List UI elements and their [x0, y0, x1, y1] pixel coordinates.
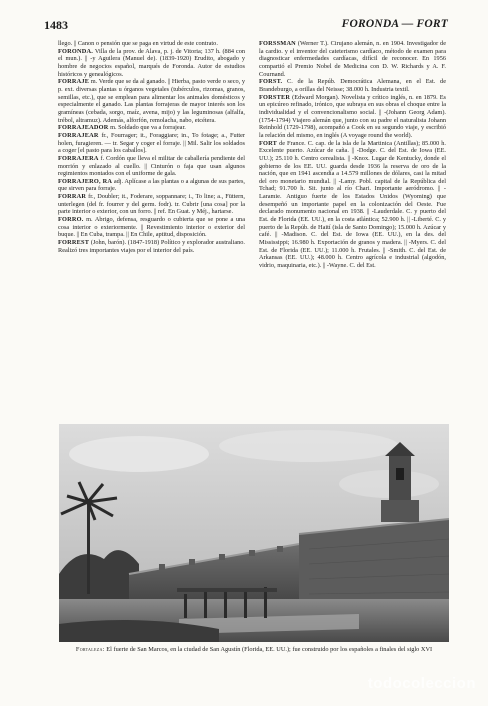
dictionary-entry: [58, 124, 245, 132]
dictionary-entry: [58, 193, 245, 216]
dictionary-entry: [259, 78, 446, 93]
dictionary-entry: [58, 132, 245, 155]
entry-text: f. Cordón que lleva el militar de caballería pendiente del morrión y enlazado al cuello. || Cinturón o faja que usan algunos regimientos montados con el uniforme de gala.: [58, 154, 245, 178]
entry-headword: FORRO.: [58, 216, 84, 224]
watermark-logo: todocoleccion: [367, 675, 476, 692]
dictionary-entry: [259, 40, 446, 78]
entry-headword: FORRAJEAR: [58, 131, 99, 139]
right-column: [259, 40, 446, 270]
entry-text: fr., Doubler; it., Foderare, soppannare; i., To line; a., Füttern, unterlegen (del fr. fourrer y del germ. fodr). tr. Cubrir [una cosa] por la parte interior o exterior, con un forro. || ref. En Guat. y Méj., hartarse.: [58, 193, 246, 216]
entry-text: (John, barón). (1847-1918) Político y explorador australiano. Realizó tres importantes viajes por el interior del país.: [58, 239, 245, 254]
entry-headword: FORONDA.: [58, 47, 94, 55]
entry-headword: FORSTER: [259, 93, 291, 101]
dictionary-entry: [58, 48, 245, 79]
left-column: [58, 40, 245, 254]
running-head: FORONDA — FORT: [341, 18, 448, 30]
dictionary-entry: [58, 239, 245, 254]
entry-headword: FORRAJE: [58, 78, 90, 86]
dictionary-entry: [58, 178, 245, 193]
dictionary-entry: [58, 216, 245, 239]
entry-text: Villa de la prov. de Alava, p. j. de Vitoria; 137 h. (884 con el mun.). || -y Aguilera (Manuel de). (1839-1920) Erudito, abogado y hombre de negocios español, marqués de Foronda. Autor de estudios históricos y genealógicos.: [58, 47, 245, 78]
entry-text: m. Verde que se da al ganado. || Hierba, pasto verde o seco, y p. ext. diversas plantas u órganos vegetales (tubérculos, rizomas, granos, semillas, etc.), que se emplean para alimentar los animales domésticos y especialmente el ganado. Las plantas forrajeras de mayor interés son los gramíneas (cebada, sorgo, maíz, avena, mijo) y las leguminosas (alfalfa, trébol, altramuz). Además, alforfón, remolacha, nabo, etcétera.: [58, 78, 245, 124]
entry-text: C. de la Repúb. Democrática Alemana, en el Est. de Brandeburgo, a orillas del Neisse; 38.000 h. Industria textil.: [259, 78, 446, 93]
dictionary-entry: [259, 94, 446, 140]
entry-text: m. Abrigo, defensa, resguardo o cubierta que se pone a una cosa interior o exteriormente. || Revestimiento interior o exterior del buque. || En Cuba, trampa. || En Chile, aptitud, disposición.: [58, 216, 245, 239]
entry-headword: FORT: [259, 139, 278, 147]
dictionary-entry: [58, 40, 245, 48]
entry-headword: FORREST: [58, 239, 90, 247]
entry-text: llego. || Canon o pensión que se paga en virtud de este contrato.: [58, 40, 218, 47]
caption-text: El fuerte de San Marcos, en la ciudad de San Agustín (Florida, EE. UU.); fue construido por los españoles a finales del siglo XVI: [106, 646, 433, 653]
caption-lead: Fortaleza:: [75, 646, 105, 653]
page-header: [44, 18, 448, 34]
entry-text: fr., Fourrager; it., Foraggiare; in., To fotage; a., Futter holen, furagieren. — tr. Segar y coger el forraje. || Mil. Salir los soldados a coger [el pasto para los caballos].: [58, 131, 245, 155]
entry-text: adj. Aplícase a las plantas o a algunas de sus partes, que sirven para forraje.: [58, 177, 245, 193]
entry-text: de France. C. cap. de la isla de la Martinica (Antillas); 85.000 h. Excelente puerto. Azúcar de caña. || -Dodge. C. del Est. de Iowa (EE. UU.); 25.110 h. Centro cerealista. || -Knox. Lugar de Kentucky, donde el gobierno de los EE. UU. guarda desde 1936 la reserva de oro de la nación, que en 1941 ascendía a 14.579 millones de dólares, casi la mitad del oro monetario mundial. || -Lamy. Pobl. capital de la República del Tchad; 91.700 h. Sit. junto al río Chari. Importante aeródromo. || -Laramie. Antiguo fuerte de los Estados Unidos (Wyoming) que desempeñó un importante papel en la colonización del Oeste. Fue declarado monumento nacional en 1938. || -Lauderdale. C. y puerto del Est. de Florida (EE. UU.), en la costa atlántica; 52.900 h. || -Liberté. C. y puerto de la Repúb. de Haití (isla de Santo Domingo); 15.000 h. Azúcar y café. || -Madison. C. del Est. de Iowa (EE. UU.), en la des. del Mississippi; 16.980 h. Exportación de granos y madera. || -Myers. C. del Est. de Florida (EE. UU.); 11.000 h. Frutales. || -Smith. C. del Est. de Arkansas (EE. UU.); 48.000 h. Centro agrícola e industrial (algodón, vidrio, maquinaria, etc.). || -Wayne. C. del Est.: [259, 139, 447, 270]
dictionary-entry: [58, 78, 245, 124]
entry-text: (Edward Morgan). Novelista y crítico inglés, n. en 1879. Es un epicúreo refinado, irónico, que subraya en sus obras el choque entre la individualidad y el convencionalismo social. || -(Johann Georg Adam). (1754-1794) Viajero alemán que, junto con su padre el naturalista Johann Reinhold (1729-1798), acompañó a Cook en su segundo viaje, y escribió la relación del mismo, en inglés (A voyage round the world).: [259, 93, 447, 139]
entry-headword: FORRAJEADOR: [58, 124, 109, 132]
dictionary-entry: [259, 140, 446, 270]
entry-headword: FORRAR: [58, 193, 87, 201]
dictionary-entry: [58, 155, 245, 178]
entry-text: m. Soldado que va a forrajear.: [110, 124, 186, 132]
entry-headword: FORRAJERO, RA: [58, 177, 113, 185]
entry-headword: FORST.: [259, 78, 283, 86]
entry-headword: FORRAJERA: [58, 154, 99, 162]
page-number: 1483: [44, 18, 68, 32]
photo-caption: [59, 646, 449, 654]
entry-text: (Werner T.). Cirujano alemán, n. en 1904. Investigador de la cardio. y el inventor del cateterismo cardíaco, método de examen para diagnosticar enfermedades cardíacas, difícil de reconocer. En 1956 compartió el Premio Nobel de Medicina con D. W. Richards y A. F. Cournand.: [259, 40, 447, 78]
fort-photograph: [59, 424, 449, 642]
entry-headword: FORSSMAN: [259, 40, 296, 47]
